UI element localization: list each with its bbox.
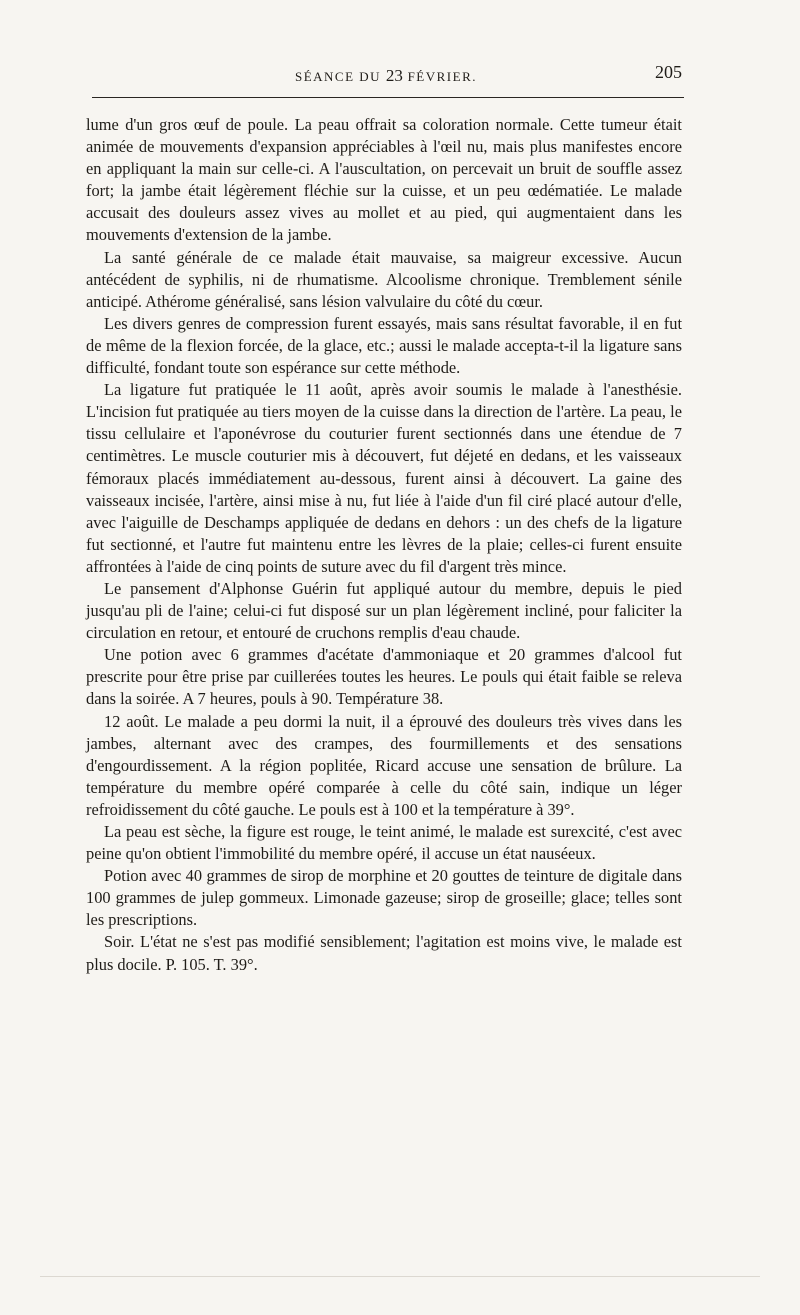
running-head	[86, 66, 686, 86]
page-header	[86, 62, 686, 86]
paragraph-skin: La peau est sèche, la figure est rouge, le teint animé, le malade est surexcité, c'est avec peine qu'on obtient l'immobilité du membre opéré, il accuse un état nauséeux.	[86, 822, 682, 864]
paragraph-potion: Une potion avec 6 grammes d'acétate d'ammoniaque et 20 grammes d'alcool fut prescrite pour être prise par cuillerées toutes les heures. Le pouls qui était faible se releva dans la soirée. A 7 heures, pouls à 90. Température 38.	[86, 645, 682, 709]
running-head-day: 23	[385, 66, 403, 85]
paragraph-general-health: La santé générale de ce malade était mauvaise, sa maigreur excessive. Aucun antécédent de syphilis, ni de rhumatisme. Alcoolisme chronique. Tremblement sénile anticipé. Athérome généralisé, sans lésion valvulaire du côté du cœur.	[86, 247, 682, 311]
running-head-prefix: SÉANCE DU	[294, 69, 386, 84]
paragraph-evening: Soir. L'état ne s'est pas modifié sensiblement; l'agitation est moins vive, le malade est plus docile. P. 105. T. 39°.	[86, 932, 682, 974]
paragraph-tumor-description: lume d'un gros œuf de poule. La peau offrait sa coloration normale. Cette tumeur était animée de mouvements d'expansion appréciables à l'œil nu, mais plus manifestes encore en appliquant la main sur celle-ci. A l'auscultation, on percevait un bruit de souffle assez fort; la jambe était légèrement fléchie sur la cuisse, et un peu œdématiée. Le malade accusait des douleurs assez vives au mollet et au pied, qui augmentaient dans les mouvements d'extension de la jambe.	[86, 115, 682, 245]
running-head-suffix: FÉVRIER.	[402, 69, 477, 84]
paragraph-compression: Les divers genres de compression furent essayés, mais sans résultat favorable, il en fut de même de la flexion forcée, de la glace, etc.; aussi le malade accepta-t-il la ligature sans difficulté, fondant toute son espérance sur cette méthode.	[86, 313, 682, 378]
paragraph-ligature: La ligature fut pratiquée le 11 août, après avoir soumis le malade à l'anesthésie. L'incision fut pratiquée au tiers moyen de la cuisse dans la direction de l'artère. La peau, le tissu cellulaire et l'aponévrose du couturier furent sectionnés dans une étendue de 7 centimètres. Le muscle couturier mis à découvert, fut déjeté en dedans, et les vaisseaux fémoraux placés immédiatement au-dessous, furent ainsi à découvert. La gaine des vaisseaux incisée, l'artère, ainsi mise à nu, fut liée à l'aide d'un fil ciré placé autour d'elle, avec l'aiguille de Deschamps appliquée de dedans en dehors : un des chefs de la ligature fut sectionné, et l'autre fut maintenu entre les lèvres de la plaie; celles-ci furent ensuite affrontées à l'aide de cinq points de suture avec du fil d'argent très mince.	[86, 380, 682, 576]
page-edge-line	[40, 1276, 760, 1277]
paragraph-prescriptions: Potion avec 40 grammes de sirop de morphine et 20 gouttes de teinture de digitale dans 100 grammes de julep gommeux. Limonade gazeuse; sirop de groseille; glace; telles sont les prescriptions.	[86, 866, 682, 930]
body-text	[86, 114, 682, 976]
header-rule	[92, 97, 684, 98]
page-number: 205	[655, 62, 682, 82]
paragraph-dressing: Le pansement d'Alphonse Guérin fut appliqué autour du membre, depuis le pied jusqu'au pli de l'aine; celui-ci fut disposé sur un plan légèrement incliné, pour faliciter la circulation en retour, et entouré de cruchons remplis d'eau chaude.	[86, 578, 682, 643]
paragraph-august-12: 12 août. Le malade a peu dormi la nuit, il a éprouvé des douleurs très vives dans les jambes, alternant avec des crampes, des fourmillements et des sensations d'engourdissement. A la région poplitée, Ricard accuse une sensation de brûlure. La température du membre opéré comparée à celle du côté sain, indique un léger refroidissement du côté gauche. Le pouls est à 100 et la température à 39°.	[86, 711, 682, 819]
